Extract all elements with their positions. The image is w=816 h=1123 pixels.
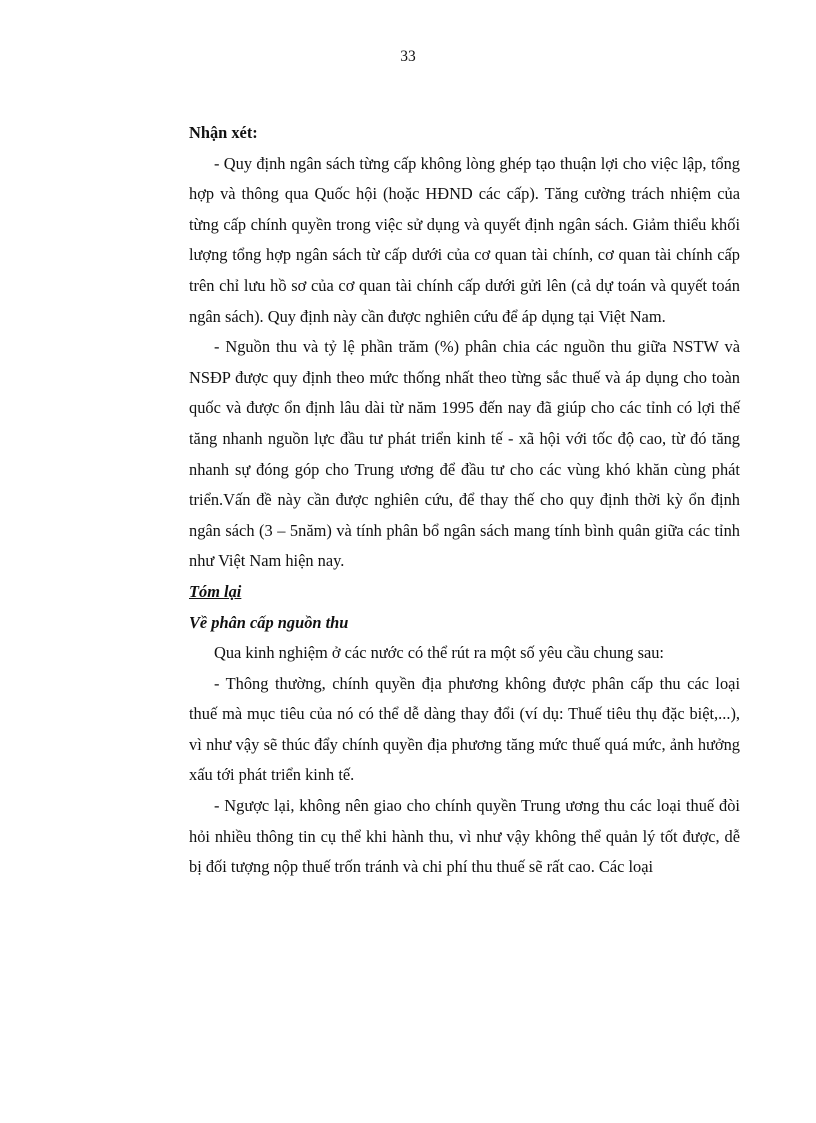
page-number: 33: [400, 48, 416, 65]
remarks-heading: Nhận xét:: [189, 123, 258, 142]
revenue-heading: Về phân cấp nguồn thu: [189, 612, 349, 632]
summary-paragraph-3: - Ngược lại, không nên giao cho chính quyền Trung ương thu các loại thuế đòi hỏi nhiều thông tin cụ thể khi hành thu, vì như vậy không thể quản lý tốt được, dễ bị đối tượng nộp thuế trốn tránh và chi phí thu thuế sẽ rất cao. Các loại: [189, 796, 740, 877]
summary-heading-text: Tóm lại: [189, 581, 242, 601]
summary-heading: [189, 577, 740, 608]
remarks-paragraph-2: - Nguồn thu và tỷ lệ phần trăm (%) phân chia các nguồn thu giữa NSTW và NSĐP được quy định theo mức thống nhất theo từng sắc thuế và áp dụng cho toàn quốc và được ổn định lâu dài từ năm 1995 đến nay đã giúp cho các tỉnh có lợi thế tăng nhanh nguồn lực đầu tư phát triển kinh tế - xã hội với tốc độ cao, từ đó tăng nhanh sự đóng góp cho Trung ương để đầu tư cho các vùng khó khăn cùng phát triển.Vấn đề này cần được nghiên cứu, để thay thế cho quy định thời kỳ ổn định ngân sách (3 – 5năm) và tính phân bổ ngân sách mang tính bình quân giữa các tỉnh như Việt Nam hiện nay.: [189, 337, 740, 571]
remarks-paragraph-1: - Quy định ngân sách từng cấp không lòng ghép tạo thuận lợi cho việc lập, tổng hợp và thông qua Quốc hội (hoặc HĐND các cấp). Tăng cường trách nhiệm của từng cấp chính quyền trong việc sử dụng và quyết định ngân sách. Giảm thiểu khối lượng tổng hợp ngân sách từ cấp dưới của cơ quan tài chính, cơ quan tài chính cấp trên chỉ lưu hồ sơ của cơ quan tài chính cấp dưới gửi lên (cả dự toán và quyết toán ngân sách). Quy định này cần được nghiên cứu để áp dụng tại Việt Nam.: [189, 153, 740, 326]
summary-paragraph-1: Qua kinh nghiệm ở các nước có thể rút ra một số yêu cầu chung sau:: [214, 643, 664, 663]
summary-paragraph-2: - Thông thường, chính quyền địa phương không được phân cấp thu các loại thuế mà mục tiêu của nó có thể dễ dàng thay đổi (ví dụ: Thuế tiêu thụ đặc biệt,...), vì như vậy sẽ thúc đẩy chính quyền địa phương tăng mức thuế quá mức, ảnh hưởng xấu tới phát triển kinh tế.: [189, 673, 740, 785]
page-content: [189, 118, 740, 883]
